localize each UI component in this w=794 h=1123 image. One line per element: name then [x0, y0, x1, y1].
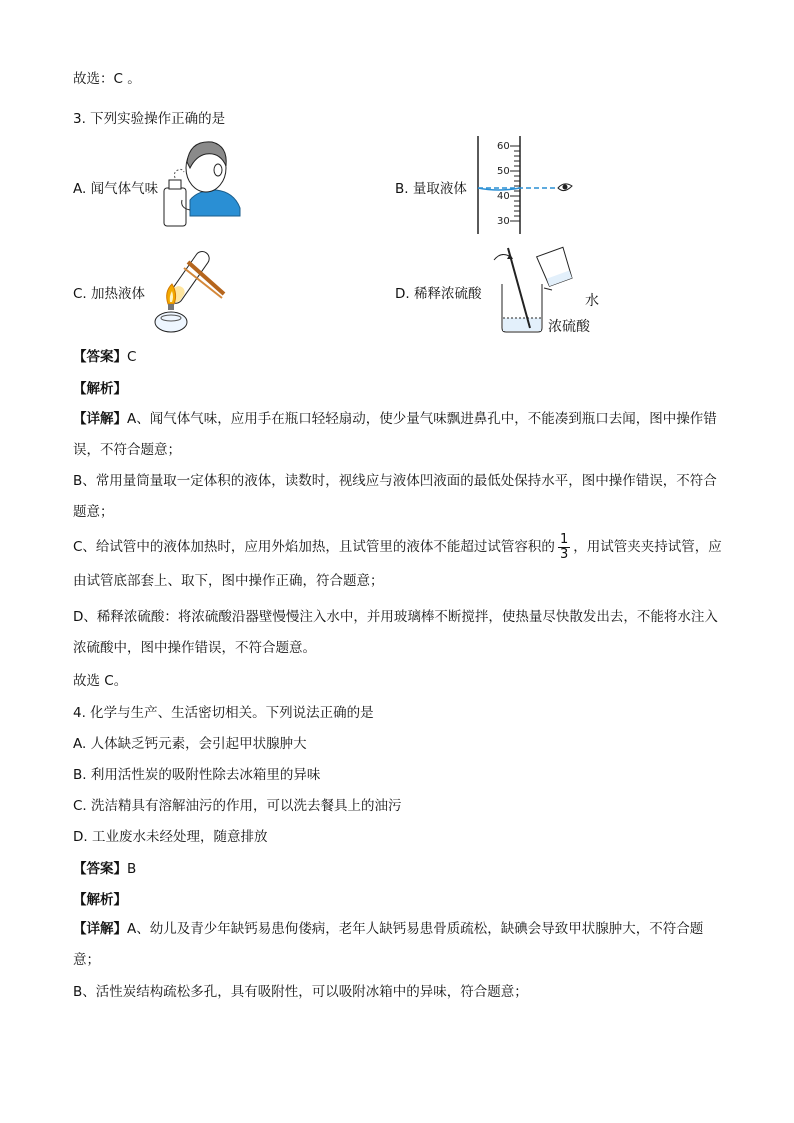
q3-answer	[73, 348, 136, 366]
fraction-one-third: $\frac{1}{3}$	[559, 531, 569, 562]
tick-label: 40	[497, 191, 510, 202]
tick-label: 60	[497, 141, 510, 152]
q4-option-b: B. 利用活性炭的吸附性除去冰箱里的异味	[73, 767, 321, 783]
detail-tag: 【详解】	[73, 921, 127, 937]
tick-label: 30	[497, 216, 510, 227]
smell-gas-figure	[160, 138, 242, 230]
q4-detail-b: B、活性炭结构疏松多孔，具有吸附性，可以吸附冰箱中的异味，符合题意；	[73, 984, 528, 1000]
q2-conclusion: 故选：C 。	[73, 71, 141, 87]
answer-tag: 【答案】	[73, 861, 127, 877]
q3-analysis-tag: 【解析】	[73, 381, 127, 397]
q3-detail-d: D、稀释浓硫酸：将浓硫酸沿器壁慢慢注入水中，并用玻璃棒不断搅拌，使热量尽快散发出去，不能将水注入浓硫酸中，图中操作错误，不符合题意。	[73, 609, 718, 656]
q4-answer	[73, 860, 136, 878]
q3-option-c: C. 加热液体	[73, 286, 146, 302]
water-label: 水	[585, 293, 599, 309]
q3-detail-c: C、给试管中的液体加热时，应用外焰加热，且试管里的液体不能超过试管容积的 $\frac{1}{3}$ ，用试管夹夹持试管，应由试管底部套上、取下，图中操作正确，符合题意；	[73, 531, 722, 589]
q3-title: 3. 下列实验操作正确的是	[73, 111, 226, 127]
q3-option-d: D. 稀释浓硫酸	[395, 286, 482, 302]
q3-option-b: B. 量取液体	[395, 181, 467, 197]
q3-detail-a: 【详解】A、闻气体气味，应用手在瓶口轻轻扇动，使少量气味飘进鼻孔中，不能凑到瓶口去闻，图中操作错误，不符合题意；	[73, 411, 717, 458]
q3-detail-b: B、常用量筒量取一定体积的液体，读数时，视线应与液体凹液面的最低处保持水平，图中操作错误，不符合题意；	[73, 473, 717, 520]
measuring-cylinder-figure	[476, 134, 576, 236]
q4-detail-a: 【详解】A、幼儿及青少年缺钙易患佝偻病，老年人缺钙易患骨质疏松，缺碘会导致甲状腺肿大，不符合题意；	[73, 921, 704, 968]
q4-title: 4. 化学与生产、生活密切相关。下列说法正确的是	[73, 705, 374, 721]
q4-option-c: C. 洗洁精具有溶解油污的作用，可以洗去餐具上的油污	[73, 798, 402, 814]
answer-value: B	[127, 861, 137, 877]
q4-option-a: A. 人体缺乏钙元素，会引起甲状腺肿大	[73, 736, 307, 752]
q4-analysis-tag: 【解析】	[73, 892, 127, 908]
q4-option-d: D. 工业废水未经处理，随意排放	[73, 829, 268, 845]
acid-label: 浓硫酸	[548, 319, 590, 335]
tick-label: 50	[497, 166, 510, 177]
q3-option-a: A. 闻气体气味	[73, 181, 159, 197]
heating-liquid-figure	[144, 244, 232, 336]
answer-value: C	[127, 349, 137, 365]
q3-conclusion: 故选 C。	[73, 673, 128, 689]
answer-tag: 【答案】	[73, 349, 127, 365]
detail-tag: 【详解】	[73, 411, 127, 427]
